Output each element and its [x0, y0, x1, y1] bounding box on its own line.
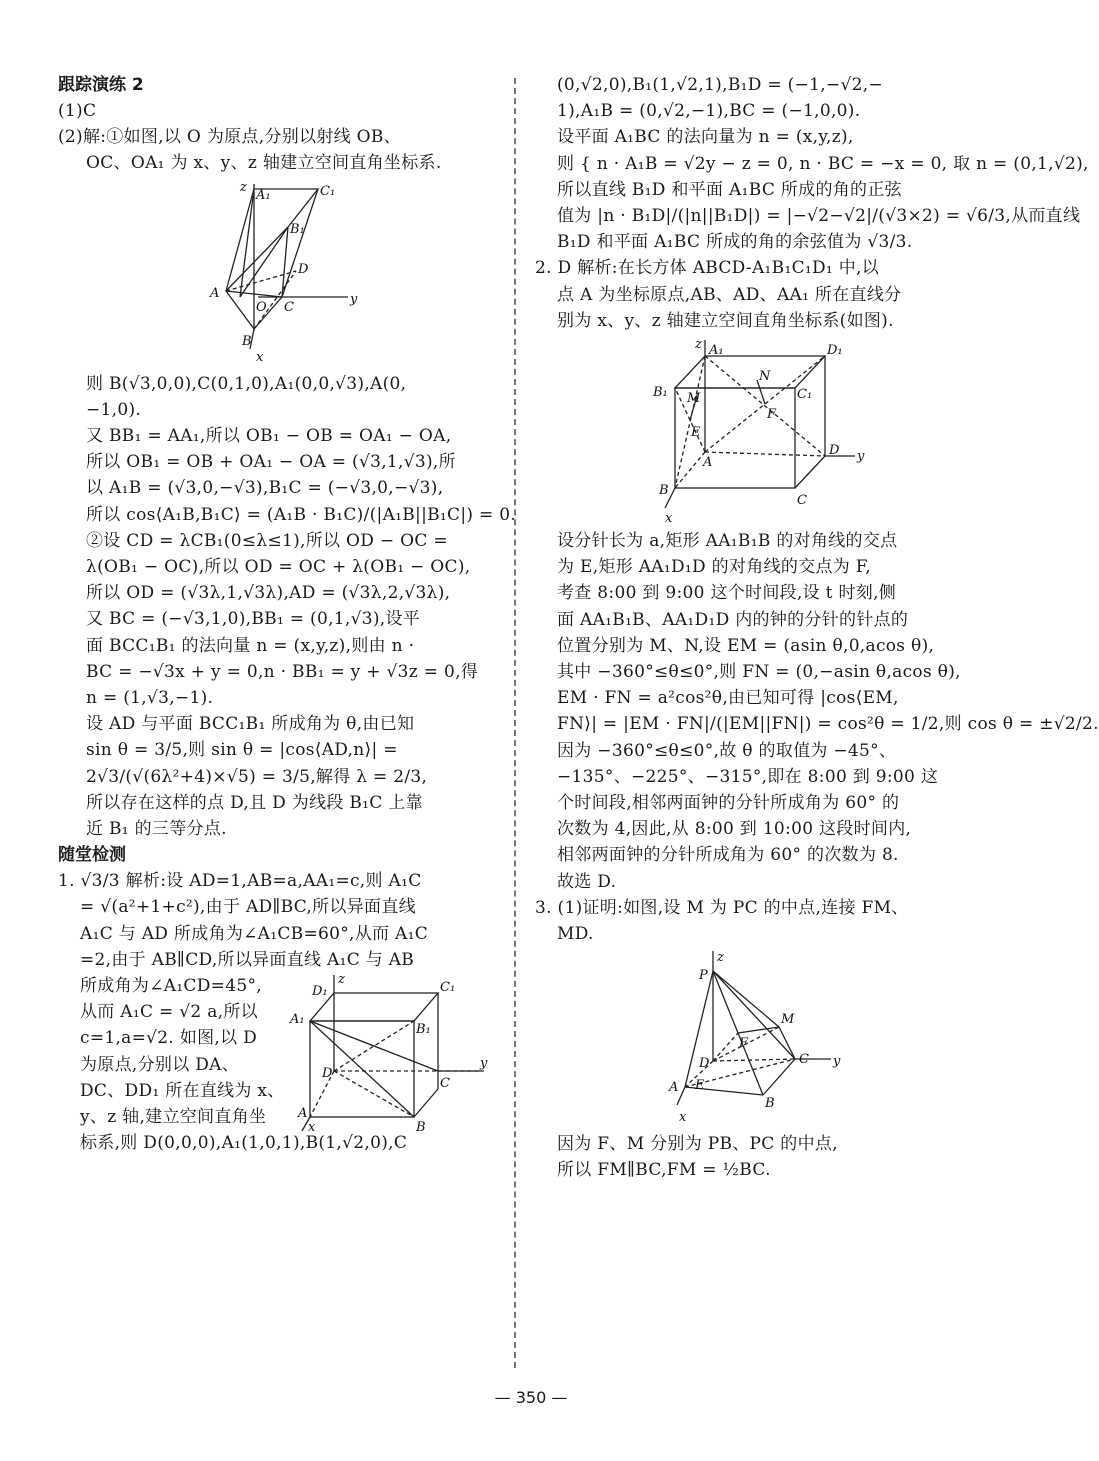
text-line: = √(a²+1+c²),由于 AD∥BC,所以异面直线 [80, 897, 416, 918]
text-line: 近 B₁ 的三等分点. [86, 819, 227, 840]
fig4-label: D [322, 1066, 333, 1082]
text-line: −135°、−225°、−315°,即在 8:00 到 9:00 这 [557, 766, 939, 787]
text-line: 则 { n · A₁B = √2y − z = 0, n · BC = −x = 0, 取 n = (0,1,√2), [557, 153, 1089, 174]
text-line: 所成角为∠A₁CD=45°, [80, 976, 262, 997]
text-line: 2. D 解析:在长方体 ABCD-A₁B₁C₁D₁ 中,以 [535, 258, 880, 279]
fig2-label: N [759, 369, 771, 385]
text-line: n = (1,√3,−1). [86, 688, 214, 709]
fig3-label: x [679, 1110, 687, 1126]
fig4-label: C₁ [440, 980, 456, 996]
text-line: EM · FN = a²cos²θ,由已知可得 |cos⟨EM, [557, 688, 899, 709]
text-line: A₁C 与 AD 所成角为∠A₁CB=60°,从而 A₁C [80, 923, 429, 944]
heading-tracking-practice: 跟踪演练 2 [58, 75, 144, 95]
fig3-label: y [833, 1054, 841, 1070]
fig3-label: M [781, 1012, 795, 1028]
figure-pyramid-coordinate [655, 949, 855, 1129]
fig3-label: F [739, 1036, 749, 1052]
text-line: 因为 F、M 分别为 PB、PC 的中点, [557, 1134, 838, 1155]
figure-prism-coordinate [198, 179, 398, 369]
figure-cube-coordinate [290, 971, 498, 1136]
fig2-label: D₁ [827, 343, 843, 359]
fig3-label: B [765, 1096, 775, 1112]
left-column [58, 72, 517, 1157]
text-line: 1),A₁B = (0,√2,−1),BC = (−1,0,0). [557, 101, 861, 122]
fig1-label: O [256, 299, 267, 315]
fig4-label: A [298, 1106, 308, 1122]
fig2-label: E [691, 425, 701, 441]
fig3-label: C [799, 1052, 809, 1068]
column-divider [514, 78, 516, 1368]
fig4-label: C [440, 1076, 450, 1092]
text-line: 别为 x、y、z 轴建立空间直角坐标系(如图). [557, 310, 894, 331]
fig1-label: A₁ [256, 187, 271, 203]
fig1-label: B₁ [290, 221, 305, 237]
text-line: 则 B(√3,0,0),C(0,1,0),A₁(0,0,√3),A(0, [86, 373, 407, 394]
fig2-label: B₁ [653, 385, 668, 401]
text-line: y、z 轴,建立空间直角坐 [80, 1107, 267, 1128]
text-line: 所以 OD = (√3λ,1,√3λ),AD = (√3λ,2,√3λ), [86, 583, 451, 604]
fig2-label: z [695, 337, 702, 353]
fig4-label: y [480, 1056, 488, 1072]
text-line: 所以 cos⟨A₁B,B₁C⟩ = (A₁B · B₁C)/(|A₁B||B₁C|) = 0. [86, 504, 517, 525]
text-line: 3. (1)证明:如图,设 M 为 PC 的中点,连接 FM、 [535, 897, 909, 918]
fig1-label: D [298, 261, 309, 277]
fig2-label: B [659, 483, 669, 499]
text-line: B₁D 和平面 A₁BC 所成的角的余弦值为 √3/3. [557, 232, 913, 253]
text-line: 位置分别为 M、N,设 EM = (asin θ,0,acos θ), [557, 635, 935, 656]
text-line: −1,0). [86, 399, 142, 420]
text-line: 设 AD 与平面 BCC₁B₁ 所成角为 θ,由已知 [86, 714, 415, 735]
text-line: 从而 A₁C = √2 a,所以 [80, 1002, 258, 1023]
text-line: 设平面 A₁BC 的法向量为 n = (x,y,z), [557, 127, 854, 148]
text-line: 面 BCC₁B₁ 的法向量 n = (x,y,z),则由 n · [86, 635, 415, 656]
text-line: c=1,a=√2. 如图,以 D [80, 1028, 258, 1049]
text-line: 为 E,矩形 AA₁D₁D 的对角线的交点为 F, [557, 557, 871, 578]
fig2-label: A₁ [709, 343, 724, 359]
text-line: 次数为 4,因此,从 8:00 到 10:00 这段时间内, [557, 819, 912, 840]
text-line: 面 AA₁B₁B、AA₁D₁D 内的钟的分针的针点的 [557, 609, 909, 630]
fig1-label: A [210, 285, 220, 301]
text-line: (0,√2,0),B₁(1,√2,1),B₁D = (−1,−√2,− [557, 75, 883, 95]
text-line: 因为 −360°≤θ≤0°,故 θ 的取值为 −45°、 [557, 740, 897, 761]
text-line: ②设 CD = λCB₁(0≤λ≤1),所以 OD − OC = [86, 530, 448, 551]
text-line: 个时间段,相邻两面钟的分针所成角为 60° 的 [557, 793, 900, 814]
fig4-label: A₁ [290, 1012, 305, 1028]
text-line: 以 A₁B = (√3,0,−√3),B₁C = (−√3,0,−√3), [86, 478, 444, 499]
text-line: 1. √3/3 解析:设 AD=1,AB=a,AA₁=c,则 A₁C [58, 871, 422, 892]
fig2-label: A [703, 455, 713, 471]
fig4-label: D₁ [312, 984, 328, 1000]
fig4-label: B₁ [416, 1022, 431, 1038]
right-column [535, 72, 1099, 1184]
text-line: 所以存在这样的点 D,且 D 为线段 B₁C 上靠 [86, 792, 423, 813]
text-line: 考查 8:00 到 9:00 这个时间段,设 t 时刻,侧 [557, 583, 897, 604]
text-line: sin θ = 3/5,则 sin θ = |cos⟨AD,n⟩| = [86, 740, 398, 761]
text-line: 设分针长为 a,矩形 AA₁B₁B 的对角线的交点 [557, 531, 898, 552]
fig4-label: z [338, 972, 345, 988]
fig1-label: C [284, 299, 294, 315]
fig1-label: x [256, 349, 264, 365]
text-line: 点 A 为坐标原点,AB、AD、AA₁ 所在直线分 [557, 284, 902, 305]
text-line: λ(OB₁ − OC),所以 OD = OC + λ(OB₁ − OC), [86, 557, 471, 578]
fig1-label: C₁ [320, 183, 336, 199]
fig2-label: C [797, 493, 807, 509]
fig2-label: C₁ [797, 387, 813, 403]
text-line: 所以 FM∥BC,FM = ½BC. [557, 1160, 771, 1181]
text-line: DC、DD₁ 所在直线为 x、 [80, 1080, 285, 1101]
text-line: 值为 |n · B₁D|/(|n||B₁D|) = |−√2−√2|/(√3×2) = √6/3,从而直线 [557, 206, 1081, 227]
fig3-label: A [669, 1080, 679, 1096]
figure-cuboid-clocks [645, 336, 875, 526]
page-number: — 350 — [494, 1388, 568, 1407]
text-line: 所以直线 B₁D 和平面 A₁BC 所成的角的正弦 [557, 179, 902, 200]
fig3-label: z [717, 950, 724, 966]
fig4-label: x [308, 1120, 316, 1136]
fig4-label: B [416, 1120, 426, 1136]
float-section [58, 972, 498, 1136]
text-line: (1)C [58, 101, 97, 121]
text-line: 为原点,分别以 DA、 [80, 1054, 240, 1075]
fig1-label: B [242, 333, 252, 349]
fig2-label: F [767, 407, 777, 423]
text-line: 其中 −360°≤θ≤0°,则 FN = (0,−asin θ,acos θ), [557, 662, 961, 683]
fig3-label: D [699, 1056, 710, 1072]
text-line: 标系,则 D(0,0,0),A₁(1,0,1),B(1,√2,0),C [80, 1133, 408, 1154]
fig3-label: E [695, 1078, 705, 1094]
text-line: MD. [557, 924, 594, 945]
text-line: OC、OA₁ 为 x、y、z 轴建立空间直角坐标系. [86, 153, 442, 174]
fig2-label: M [687, 391, 701, 407]
text-line: =2,由于 AB∥CD,所以异面直线 A₁C 与 AB [80, 949, 415, 970]
fig1-label: z [240, 179, 247, 195]
fig2-label: x [665, 511, 673, 527]
text-line: 又 BC = (−√3,1,0),BB₁ = (0,1,√3),设平 [86, 609, 421, 630]
fig2-label: D [829, 443, 840, 459]
text-line: 2√3/(√(6λ²+4)×√5) = 3/5,解得 λ = 2/3, [86, 766, 428, 787]
text-line: 相邻两面钟的分针所成角为 60° 的次数为 8. [557, 845, 899, 866]
text-line: 故选 D. [557, 871, 617, 892]
text-line: FN⟩| = |EM · FN|/(|EM||FN|) = cos²θ = 1/2,则 cos θ = ±√2/2. [557, 714, 1099, 735]
fig1-label: y [350, 291, 358, 307]
fig2-label: y [857, 449, 865, 465]
text-line: BC = −√3x + y = 0,n · BB₁ = y + √3z = 0,得 [86, 661, 479, 682]
text-line: (2)解:①如图,以 O 为原点,分别以射线 OB、 [58, 127, 401, 148]
text-line: 又 BB₁ = AA₁,所以 OB₁ − OB = OA₁ − OA, [86, 426, 452, 447]
text-line: 所以 OB₁ = OB + OA₁ − OA = (√3,1,√3),所 [86, 452, 456, 473]
heading-in-class-test: 随堂检测 [58, 845, 126, 866]
fig3-label: P [699, 968, 708, 984]
